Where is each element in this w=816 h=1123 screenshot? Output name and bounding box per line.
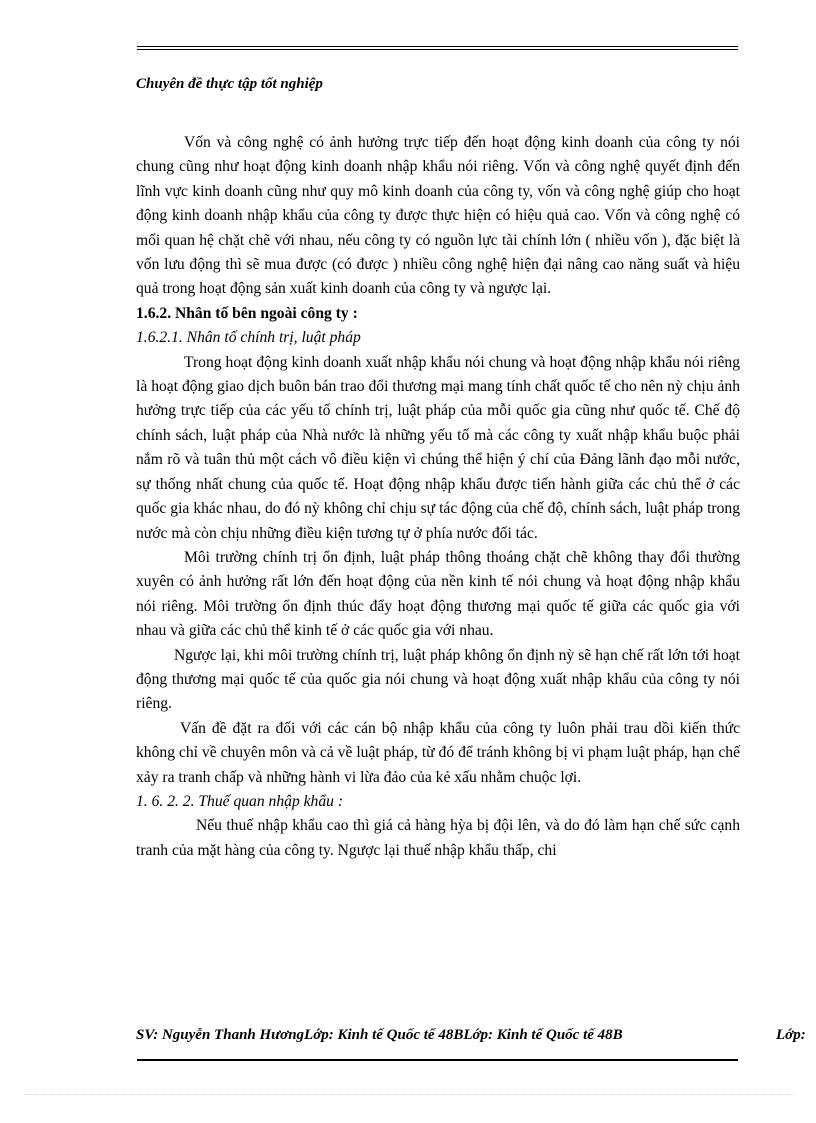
paragraph-political-environment: Môi trường chính trị ổn định, luật pháp thông thoáng chặt chẽ không thay đổi thường xuyên có ảnh hưởng rất lớn đến hoạt động của nền kinh tế nói chung và hoạt động nhập khẩu nói riêng. Môi trường ổn định thúc đẩy hoạt động thương mại quốc tế giữa các quốc gia với nhau và giữa các chủ thể kinh tế ở các quốc gia với nhau.: [136, 548, 740, 640]
footer-student-info: SV: Nguyễn Thanh HươngLớp: Kinh tế Quốc tế 48BLớp: Kinh tế Quốc tế 48B: [136, 1027, 623, 1043]
section-heading-external-factors: 1.6.2. Nhân tố bên ngoài công ty :: [136, 304, 358, 322]
paragraph-staff-knowledge: Vấn đề đặt ra đối với các cán bộ nhập khẩu của công ty luôn phải trau dồi kiến thức không chỉ về chuyên môn và cả về luật pháp, từ đó để tránh không bị vi phạm luật pháp, hạn chế xảy ra tranh chấp và những hành vi lừa đảo của kẻ xấu nhằm chuộc lợi.: [136, 719, 740, 786]
footer-class-label: Lớp:: [776, 1027, 806, 1043]
subsection-heading-politics-law: 1.6.2.1. Nhân tố chính trị, luật pháp: [136, 329, 361, 347]
footer-rule: [137, 1059, 738, 1061]
page-edge-divider: [24, 1094, 794, 1095]
document-body: [136, 131, 740, 863]
subsection-heading-import-tariffs: 1. 6. 2. 2. Thuế quan nhập khẩu :: [136, 792, 344, 810]
header-rule: [137, 46, 738, 50]
paragraph-politics-law: Trong hoạt động kinh doanh xuất nhập khẩu nói chung và hoạt động nhập khẩu nói riêng là hoạt động giao dịch buôn bán trao đổi thương mại mang tính chất quốc tế cho nên nỳ chịu ảnh hưởng trực tiếp của các yếu tố chính trị, luật pháp của mỗi quốc gia cũng như quốc tế. Chế độ chính sách, luật pháp của Nhà nước là những yếu tố mà các công ty xuất nhập khẩu buộc phải nắm rõ và tuân thủ một cách vô điều kiện vì chúng thể hiện ý chí của Đảng lãnh đạo mỗi nước, sự thống nhất chung của quốc tế. Hoạt động nhập khẩu được tiến hành giữa các chủ thể ở các quốc gia khác nhau, do đó nỳ không chỉ chịu sự tác động của chế độ, chính sách, luật pháp trong nước mà còn chịu những điều kiện tương tự ở phía nước đối tác.: [136, 353, 740, 542]
paragraph-instability: Ngược lại, khi môi trường chính trị, luật pháp không ổn định nỳ sẽ hạn chế rất lớn tới hoạt động thương mại quốc tế của quốc gia nói chung và hoạt động xuất nhập khẩu của công ty nói riêng.: [136, 646, 740, 713]
paragraph-import-tariffs: Nếu thuế nhập khẩu cao thì giá cả hàng hỳa bị đội lên, và do đó làm hạn chế sức cạnh tranh của mặt hàng của công ty. Ngược lại thuế nhập khẩu thấp, chi: [136, 817, 740, 859]
paragraph-capital-technology: Vốn và công nghệ có ảnh hưởng trực tiếp đến hoạt động kinh doanh của công ty nói chung cũng như hoạt động kinh doanh nhập khẩu nói riêng. Vốn và công nghệ quyết định đến lĩnh vực kinh doanh cũng như quy mô kinh doanh của công ty, vốn và công nghệ giúp cho hoạt động kinh doanh nhập khẩu của công ty được thực hiện có hiệu quả cao. Vốn và công nghệ có mối quan hệ chặt chẽ với nhau, nếu công ty có nguồn lực tài chính lớn ( nhiều vốn ), đặc biệt là vốn lưu động thì sẽ mua được (có được ) nhiều công nghệ hiện đại nâng cao năng suất và hiệu quả trong hoạt động sản xuất kinh doanh của công ty và ngược lại.: [136, 134, 740, 298]
page-header-title: Chuyên đề thực tập tốt nghiệp: [136, 76, 323, 92]
